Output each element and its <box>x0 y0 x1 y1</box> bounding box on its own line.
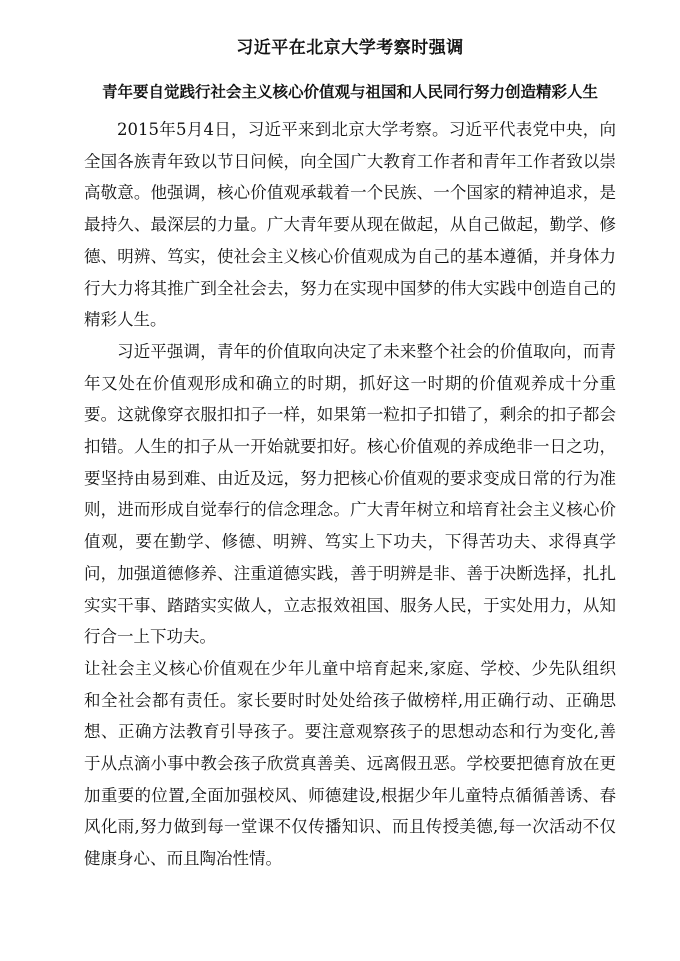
document-body <box>84 114 616 875</box>
paragraph-1: 2015年5月4日，习近平来到北京大学考察。习近平代表党中央，向全国各族青年致以节日问候，向全国广大教育工作者和青年工作者致以崇高敬意。他强调，核心价值观承载着一个民族、一个国家的精神追求，是最持久、最深层的力量。广大青年要从现在做起，从自己做起，勤学、修德、明辨、笃实，使社会主义核心价值观成为自己的基本遵循，并身体力行大力将其推广到全社会去，努力在实现中国梦的伟大实践中创造自己的精彩人生。 <box>84 120 616 330</box>
paragraph-3: 让社会主义核心价值观在少年儿童中培育起来,家庭、学校、少先队组织和全社会都有责任。家长要时时处处给孩子做榜样,用正确行动、正确思想、正确方法教育引导孩子。要注意观察孩子的思想动态和行为变化,善于从点滴小事中教会孩子欣赏真善美、远离假丑恶。学校要把德育放在更加重要的位置,全面加强校风、师德建设,根据少年儿童特点循循善诱、春风化雨,努力做到每一堂课不仅传播知识、而且传授美德,每一次活动不仅健康身心、而且陶冶性情。 <box>84 658 616 869</box>
document-title: 习近平在北京大学考察时强调 <box>236 38 464 58</box>
paragraph-2: 习近平强调，青年的价值取向决定了未来整个社会的价值取向，而青年又处在价值观形成和确立的时期，抓好这一时期的价值观养成十分重要。这就像穿衣服扣扣子一样，如果第一粒扣子扣错了，剩余的扣子都会扣错。人生的扣子从一开始就要扣好。核心价值观的养成绝非一日之功，要坚持由易到难、由近及远，努力把核心价值观的要求变成日常的行为准则，进而形成自觉奉行的信念理念。广大青年树立和培育社会主义核心价值观，要在勤学、修德、明辨、笃实上下功夫，下得苦功夫、求得真学问，加强道德修养、注重道德实践，善于明辨是非、善于决断选择，扎扎实实干事、踏踏实实做人，立志报效祖国、服务人民，于实处用力，从知行合一上下功夫。 <box>84 341 616 647</box>
document-subtitle: 青年要自觉践行社会主义核心价值观与祖国和人民同行努力创造精彩人生 <box>101 83 598 101</box>
